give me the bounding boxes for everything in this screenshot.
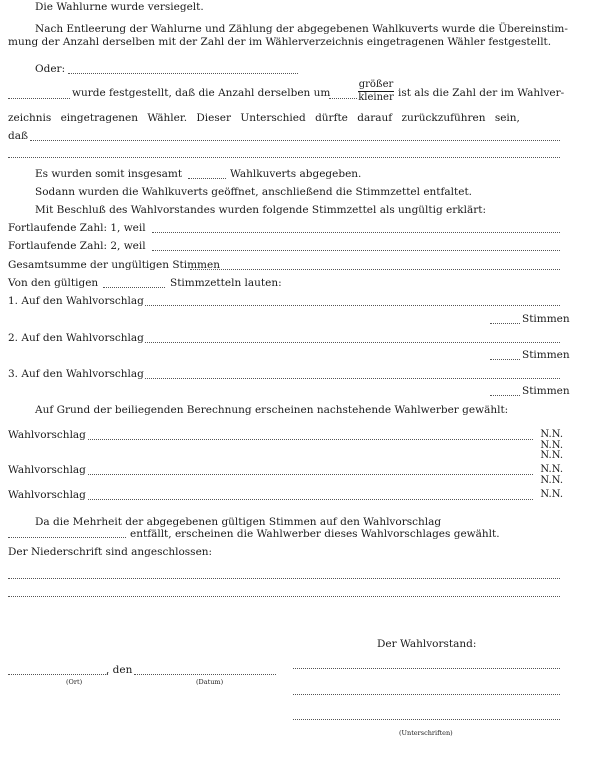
proposal-2-name-field[interactable] xyxy=(145,342,560,343)
den-label: , den xyxy=(106,664,133,676)
invalid-1-label: Fortlaufende Zahl: 1, weil xyxy=(8,222,146,234)
valid-count-field[interactable] xyxy=(103,287,165,288)
majority-line-2: entfällt, erscheinen die Wahlwerber dieses Wahlvorschlages gewählt. xyxy=(130,528,500,540)
signature-line-3[interactable] xyxy=(293,719,560,720)
proposal-1-votes-field[interactable] xyxy=(490,323,520,324)
proposal-1-name-field[interactable] xyxy=(145,305,560,306)
place-caption: (Ort) xyxy=(66,678,83,686)
majority-proposal-field[interactable] xyxy=(8,537,126,538)
submitted-text-b: Wahlkuverts abgegeben. xyxy=(230,168,362,180)
elected-1-field[interactable] xyxy=(88,439,533,440)
proposal-2-label: 2. Auf den Wahlvorschlag xyxy=(8,332,144,344)
signature-line-2[interactable] xyxy=(293,694,560,695)
reason-line-2[interactable] xyxy=(8,157,560,158)
date-caption: (Datum) xyxy=(196,678,224,686)
greater-label: größer xyxy=(358,79,394,90)
oder-label: Oder: xyxy=(35,63,66,75)
proposal-3-votes-field[interactable] xyxy=(490,395,520,396)
proposal-1-label: 1. Auf den Wahlvorschlag xyxy=(8,295,144,307)
emptying-line-2: mung der Anzahl derselben mit der Zahl der im Wählerverzeichnis eingetragenen Wähler festgestellt. xyxy=(8,36,552,48)
nn-item: N.N. xyxy=(540,439,563,451)
sealed-text: Die Wahlurne wurde versiegelt. xyxy=(35,1,204,13)
oder-fill-line[interactable] xyxy=(68,73,298,74)
signature-line-1[interactable] xyxy=(293,668,560,669)
difference-text-b: ist als die Zahl der im Wahlver- xyxy=(398,87,565,99)
attached-line-2[interactable] xyxy=(8,596,560,597)
greater-smaller-choice xyxy=(358,80,394,103)
invalid-2-label: Fortlaufende Zahl: 2, weil xyxy=(8,240,146,252)
elected-3-field[interactable] xyxy=(88,499,533,500)
proposal-3-label: 3. Auf den Wahlvorschlag xyxy=(8,368,144,380)
place-field[interactable] xyxy=(8,674,108,675)
proposal-2-stimmen: Stimmen xyxy=(522,349,570,361)
proposal-1-stimmen: Stimmen xyxy=(522,313,570,325)
nn-item: N.N. xyxy=(540,464,563,475)
elected-1-label: Wahlvorschlag xyxy=(8,429,86,441)
attached-line-1[interactable] xyxy=(8,578,560,579)
proposal-3-stimmen: Stimmen xyxy=(522,385,570,397)
calculation-text: Auf Grund der beiliegenden Berechnung erscheinen nachstehende Wahlwerber gewählt: xyxy=(35,404,509,416)
majority-line-1: Da die Mehrheit der abgegebenen gültigen Stimmen auf den Wahlvorschlag xyxy=(35,516,442,528)
date-field[interactable] xyxy=(134,674,276,675)
nn-item: N.N. xyxy=(540,429,563,440)
proposal-3-name-field[interactable] xyxy=(145,378,560,379)
difference-amount-field[interactable] xyxy=(329,98,357,99)
opened-text: Sodann wurden die Wahlkuverts geöffnet, anschließend die Stimmzettel entfaltet. xyxy=(35,186,473,198)
elected-2-field[interactable] xyxy=(88,474,533,475)
dass-label: daß xyxy=(8,130,28,142)
elected-2-label: Wahlvorschlag xyxy=(8,464,86,476)
invalid-declaration: Mit Beschluß des Wahlvorstandes wurden folgende Stimmzettel als ungültig erklärt: xyxy=(35,204,487,216)
emptying-line-1: Nach Entleerung der Wahlurne und Zählung der abgegebenen Wahlkuverts wurde die Übereinstim- xyxy=(35,23,568,35)
smaller-label: kleiner xyxy=(358,92,394,103)
invalid-total-label: Gesamtsumme der ungültigen Stimmen xyxy=(8,259,220,271)
invalid-2-field[interactable] xyxy=(152,250,560,251)
submitted-text-a: Es wurden somit insgesamt xyxy=(35,168,183,180)
signatures-caption: (Unterschriften) xyxy=(399,729,453,737)
reason-line-1[interactable] xyxy=(30,140,560,141)
submitted-count-field[interactable] xyxy=(188,178,226,179)
attached-label: Der Niederschrift sind angeschlossen: xyxy=(8,546,213,558)
difference-text-a: wurde festgestellt, daß die Anzahl derselben um xyxy=(72,87,331,99)
difference-text-c: zeichnis eingetragenen Wähler. Dieser Unterschied dürfte darauf zurückzuführen sein, xyxy=(8,112,520,124)
invalid-total-field[interactable] xyxy=(190,269,560,270)
invalid-1-field[interactable] xyxy=(152,232,560,233)
elected-1-nn-list xyxy=(540,430,563,462)
difference-count-field[interactable] xyxy=(8,98,70,99)
elected-3-label: Wahlvorschlag xyxy=(8,489,86,501)
nn-item: N.N. xyxy=(540,474,563,486)
proposal-2-votes-field[interactable] xyxy=(490,359,520,360)
nn-item: N.N. xyxy=(540,489,563,500)
board-label: Der Wahlvorstand: xyxy=(377,638,477,650)
valid-text-b: Stimmzetteln lauten: xyxy=(170,277,282,289)
nn-item: N.N. xyxy=(540,450,563,461)
valid-text-a: Von den gültigen xyxy=(8,277,99,289)
elected-3-nn-list xyxy=(540,490,563,501)
elected-2-nn-list xyxy=(540,465,563,486)
